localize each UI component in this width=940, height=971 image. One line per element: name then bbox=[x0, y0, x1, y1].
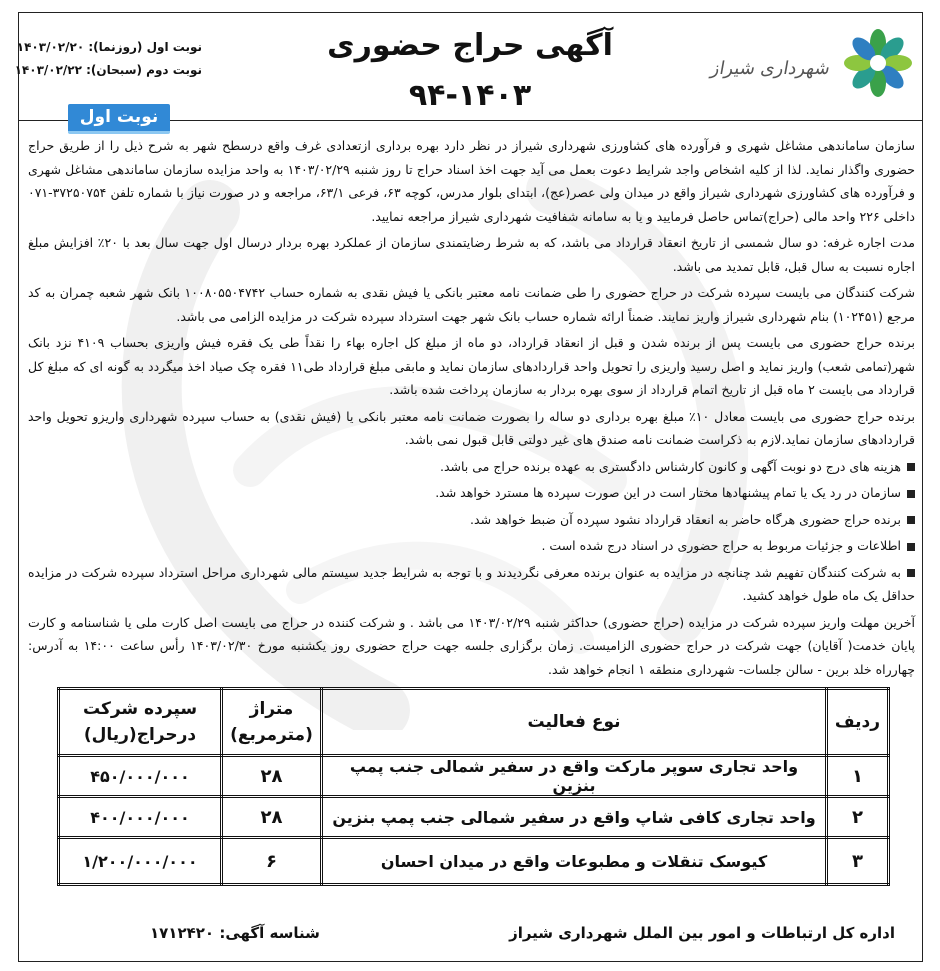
paragraph: شرکت کنندگان می بایست سپرده شرکت در حراج حضوری را طی ضمانت نامه معتبر بانکی یا فیش نقدی به شماره حساب ۱۰۰۸۰۵۵۰۴۷۴۲ بانک شهر شعبه چمران به کد مرجع (۱۰۲۴۵۱) بنام شهرداری شیراز واریز نمایند. ضمناً ارائه شماره حساب بانک شهر جهت استرداد سپرده شرکت در مزایده الزامی می باشد. bbox=[28, 285, 916, 324]
notice-body bbox=[28, 134, 915, 681]
footer-department: اداره کل ارتباطات و امور بین الملل شهرداری شیراز bbox=[509, 924, 895, 942]
first-publication: نوبت اول (روزنما): ۱۴۰۳/۰۲/۲۰ bbox=[16, 40, 202, 54]
page-title: آگهی حراج حضوری bbox=[327, 28, 613, 63]
bullet-item bbox=[28, 455, 915, 479]
second-publication: نوبت دوم (سبحان): ۱۴۰۳/۰۲/۲۲ bbox=[14, 63, 202, 77]
bullet-square-icon bbox=[907, 516, 915, 524]
notice-number: ۹۴-۱۴۰۳ bbox=[408, 78, 532, 113]
header-area-line1: متراژ bbox=[249, 699, 294, 719]
bullet-square-icon bbox=[907, 569, 915, 577]
bullet-item bbox=[28, 561, 915, 608]
bullet-text: هزینه های درج دو نوبت آگهی و کانون کارشناس دادگستری به عهده برنده حراج می باشد. bbox=[439, 458, 901, 474]
header-row-number: ردیف bbox=[827, 689, 889, 756]
paragraph: برنده حراج حضوری می بایست معادل ۱۰٪ مبلغ بهره برداری دو ساله را بصورت ضمانت نامه معتبر بانکی یا (فیش نقدی) به حساب سپرده شهرداری واریزو تحویل واحد قراردادهای سازمان نماید.لازم به ذکراست ضمانت نامه صندق های غیر دولتی قابل قبول نمی باشد. bbox=[28, 408, 915, 447]
footer-ad-id: شناسه آگهی: ۱۷۱۲۴۲۰ bbox=[150, 924, 320, 942]
bullet-square-icon bbox=[907, 463, 915, 471]
bullet-item bbox=[28, 508, 915, 532]
bullet-item bbox=[28, 534, 915, 558]
bullet-square-icon bbox=[907, 490, 915, 498]
bullet-item bbox=[28, 481, 915, 505]
cell-area: ۶ bbox=[222, 838, 322, 885]
header-area-line2: (مترمربع) bbox=[230, 725, 313, 745]
cell-deposit: ۴۰۰/۰۰۰/۰۰۰ bbox=[59, 797, 222, 838]
closing-paragraph: آخرین مهلت واریز سپرده شرکت در مزایده (حراج حضوری) حداکثر شنبه ۱۴۰۳/۰۲/۲۹ می باشد . و شرکت کننده در حراج می بایست اصل کارت ملی یا شناسنامه و کارت پایان خدمت( آقایان) جهت شرکت در حراج حضوری الزامیست. زمان برگزاری جلسه جهت حراج حضوری روز یکشنبه مورخ ۱۴۰۳/۰۲/۳۰ رأس ساعت ۱۴:۰۰ به آدرس: چهارراه خلد برین - سالن جلسات- شهرداری منطقه ۱ انجام خواهد شد. bbox=[28, 614, 915, 677]
cell-deposit: ۴۵۰/۰۰۰/۰۰۰ bbox=[59, 756, 222, 797]
cell-row-number: ۱ bbox=[827, 756, 889, 797]
auction-table-grid bbox=[57, 687, 890, 886]
bullet-text: اطلاعات و جزئیات مربوط به حراج حضوری در اسناد درج شده است . bbox=[541, 538, 901, 553]
bullet-text: برنده حراج حضوری هرگاه حاضر به انعقاد قرارداد نشود سپرده آن ضبط خواهد شد. bbox=[470, 511, 901, 527]
header-activity: نوع فعالیت bbox=[322, 689, 827, 756]
table-row bbox=[59, 756, 889, 797]
table-row bbox=[59, 797, 889, 838]
table-row bbox=[59, 838, 889, 885]
header-deposit-line1: سپرده شرکت bbox=[82, 699, 198, 719]
header-area bbox=[222, 689, 322, 756]
cell-row-number: ۲ bbox=[827, 797, 889, 838]
publication-dates bbox=[15, 36, 202, 82]
auction-table bbox=[57, 687, 887, 886]
bullet-text: سازمان در رد یک یا تمام پیشنهادها مختار است در این صورت سپرده ها مسترد خواهد شد. bbox=[435, 485, 901, 500]
paragraph: سازمان ساماندهی مشاغل شهری و فرآورده های کشاورزی شهرداری شیراز در نظر دارد بهره برداری ازتعدادی غرف واقع درسطح شهر به شرح ذیل را از طریق حراج حضوری واگذار نماید. لذا از کلیه اشخاص واجد شرایط دعوت بعمل می آید جهت اخذ اسناد حراج تا روز شنبه ۱۴۰۳/۰۲/۲۹ به واحد مزایده سازمان ساماندهی مشاغل شهری و فرآورده های کشاورزی شهرداری شیراز واقع در میدان ولی عصر(عج)، ابتدای بلوار مدرس، کوچه ۶۳، فرعی ۶۳/۱، مراجعه و در صورت نیاز با شماره تلفن ۳۷۲۵۰۷۵۴-۰۷۱ داخلی ۲۲۶ واحد مالی (حراج)تماس حاصل فرمایید و یا به سامانه شفافیت شهرداری شیراز مراجعه نمایید. bbox=[28, 138, 915, 224]
paragraph: مدت اجاره غرفه: دو سال شمسی از تاریخ انعقاد قرارداد می باشد، که به شرط رضایتمندی سازمان از عملکرد بهره بردار درسال اول جهت سال بعد با ۲۰٪ افزایش مبلغ اجاره نسبت به سال قبل، قابل تمدید می باشد. bbox=[28, 235, 915, 274]
cell-deposit: ۱/۲۰۰/۰۰۰/۰۰۰ bbox=[59, 838, 222, 885]
header-deposit bbox=[59, 689, 222, 756]
bullet-text: به شرکت کنندگان تفهیم شد چنانچه در مزایده به عنوان برنده معرفی نگردیدند و با توجه به شرایط جدید سیستم مالی شهرداری مراحل استرداد سپرده شرکت در مزایده حداقل یک ماه طول خواهد کشید. bbox=[28, 564, 915, 603]
round-badge: نوبت اول bbox=[68, 104, 170, 134]
table-header-row bbox=[59, 689, 889, 756]
logo-wordmark: شهرداری شیراز bbox=[709, 58, 832, 79]
cell-activity: کیوسک تنقلات و مطبوعات واقع در میدان احسان bbox=[322, 838, 827, 885]
cell-activity: واحد تجاری کافی شاپ واقع در سفیر شمالی جنب پمپ بنزین bbox=[322, 797, 827, 838]
bullet-square-icon bbox=[907, 543, 915, 551]
cell-row-number: ۳ bbox=[827, 838, 889, 885]
header-deposit-line2: درحراج(ریال) bbox=[83, 725, 197, 745]
paragraph: برنده حراج حضوری می بایست پس از برنده شدن و قبل از انعقاد قرارداد، دو ماه از مبلغ کل اجاره بهاء را نقداً طی یک فقره فیش واریزی بحساب ۴۱۰۹ نزد بانک شهر(تمامی شعب) واریز نماید و اصل رسید واریزی را تحویل واحد قراردادهای سازمان نماید و مابقی مبلغ قرارداد طی۱۱ فقره چک صیاد اخذ میگردد به گونه ای که مبلغ کل قرارداد می بایست ۲ ماه قبل از تاریخ اتمام قرارداد از سوی بهره بردار به سازمان پرداخت شده باشد. bbox=[28, 335, 916, 397]
cell-area: ۲۸ bbox=[222, 756, 322, 797]
cell-activity: واحد تجاری سوپر مارکت واقع در سفیر شمالی جنب پمپ بنزین bbox=[322, 756, 827, 797]
cell-area: ۲۸ bbox=[222, 797, 322, 838]
